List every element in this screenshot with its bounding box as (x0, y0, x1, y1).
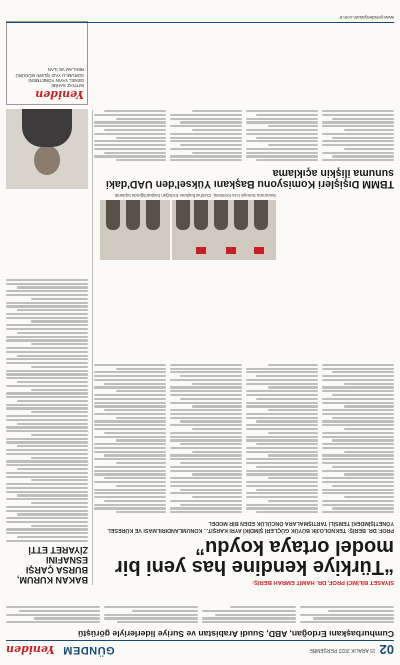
issue-date: 15 ARALIK 2022 PERŞEMBE (309, 647, 376, 653)
bottom-story-title: TBMM Dışişleri Komisyonu Başkanı Yüksel'den UAD'daki sunuma ilişkin açıklama (105, 167, 394, 190)
page-number: 02 (379, 642, 394, 658)
page-header (6, 640, 394, 659)
imprint-logo: Yeniden (35, 88, 84, 101)
photo-caption: Savunma Sanayii İcra Komitesi, Cumhurbaşkanı Erdoğan başkanlığında toplandı (114, 193, 276, 198)
section-title: GÜNDEM (62, 644, 115, 656)
event-photo (100, 200, 170, 260)
lead-story-body (94, 275, 394, 515)
top-story-body (6, 595, 394, 625)
lead-story-title: “Türkiye kendine has yeni bir model ortaya koydu” (115, 536, 394, 578)
masthead-logo: Yeniden (6, 643, 55, 657)
imprint-box (6, 21, 88, 105)
lead-story-kicker: SİYASET BİLİMCİ PROF. DR. HAMİT EMRAH BERİŞ: (252, 579, 394, 585)
imprint-line: GENEL YAYIN YÖNETMENİ (28, 77, 84, 83)
bottom-story (94, 79, 394, 189)
top-story-headline: Cumhurbaşkanı Erdoğan, ABD, Suudi Arabistan ve Suriye liderleriyle görüştü (78, 629, 394, 639)
lead-story-deck: PROF. DR. BERİŞ: TEKNOLOJİK BÜYÜK GÜÇLERİ ŞİMDİKİ AYRI KARŞIT... KONUMLANDIRILMASI VE KÜRESEL YÖNETİŞİMDEKİ TEMSİLİ TARTIŞMALARA ÖNCÜLÜK EDEN BİR MODEL (107, 520, 394, 533)
side-story-title: BAKAN KURUM, BURSA ÇARŞI ESNAFINI ZİYARET ETTİ (17, 545, 88, 585)
author-portrait (6, 109, 88, 189)
imprint-line: SORUMLU YAZI İŞLERİ MÜDÜRÜ (15, 72, 84, 78)
meeting-photo (172, 200, 276, 260)
page-footer: www.yenidenyasam.com.tr (6, 10, 394, 23)
bottom-story-body (94, 99, 394, 163)
imprint-line: İMTİYAZ SAHİBİ (51, 83, 84, 88)
imprint-line: REKLAM VE İLAN (47, 67, 84, 73)
